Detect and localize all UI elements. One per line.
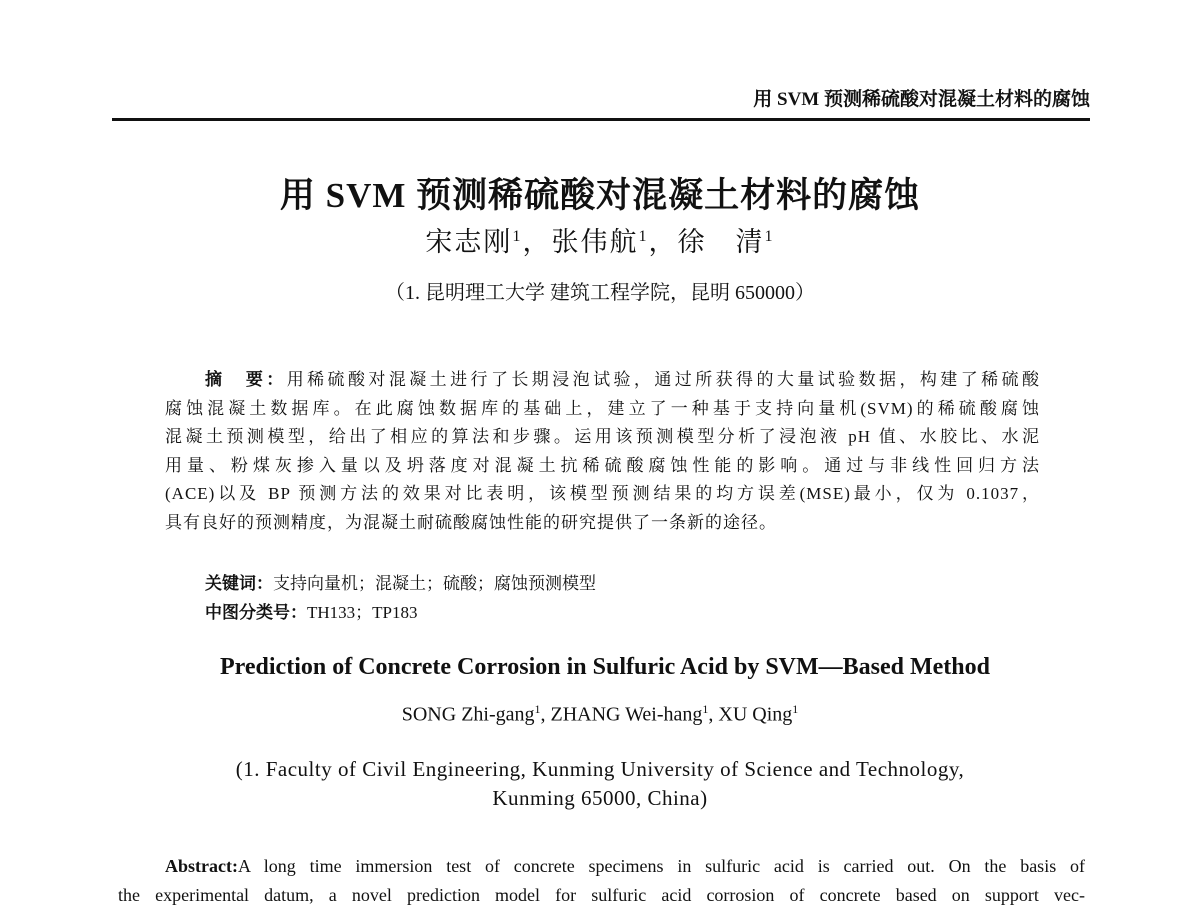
header-rule bbox=[112, 118, 1090, 121]
author-sup: 1 bbox=[702, 702, 709, 716]
author-cn: 宋志刚 bbox=[425, 227, 513, 257]
affiliation-en-line: (1. Faculty of Civil Engineering, Kunming University of Science and Technology, bbox=[235, 757, 965, 781]
abstract-cn-label: 摘 要： bbox=[205, 370, 287, 389]
sep: , bbox=[708, 703, 719, 726]
running-header: 用 SVM 预测稀硫酸对混凝土材料的腐蚀 bbox=[753, 89, 1090, 110]
keywords-value: 支持向量机；混凝土；硫酸；腐蚀预测模型 bbox=[273, 574, 596, 593]
author-sup: 1 bbox=[512, 227, 523, 245]
clc-label: 中图分类号： bbox=[205, 603, 307, 622]
author-en: ZHANG Wei-hang bbox=[550, 703, 703, 726]
author-cn: 张伟航 bbox=[551, 227, 639, 257]
title-cn: 用 SVM 预测稀硫酸对混凝土材料的腐蚀 bbox=[279, 176, 921, 215]
affiliation-cn: （1. 昆明理工大学 建筑工程学院，昆明 650000） bbox=[385, 282, 815, 304]
author-en: SONG Zhi-gang bbox=[401, 703, 535, 726]
author-en: XU Qing bbox=[718, 703, 793, 726]
abstract-cn-line: (ACE)以及 BP 预测方法的效果对比表明，该模型预测结果的均方误差(MSE)最小，仅为 0.1037， bbox=[165, 484, 1040, 503]
author-cn: 徐 清 bbox=[677, 227, 765, 257]
abstract-en-line bbox=[165, 855, 1085, 877]
keywords-cn bbox=[205, 569, 596, 594]
sep: ， bbox=[522, 227, 552, 257]
sep: , bbox=[540, 703, 551, 726]
abstract-cn-text: 用稀硫酸对混凝土进行了长期浸泡试验，通过所获得的大量试验数据，构建了稀硫酸 bbox=[286, 370, 1041, 389]
abstract-cn-line: 混凝土预测模型，给出了相应的算法和步骤。运用该预测模型分析了浸泡液 pH 值、水胶比、水泥 bbox=[165, 427, 1040, 446]
author-sup: 1 bbox=[534, 702, 541, 716]
authors-cn bbox=[0, 220, 1200, 259]
abstract-cn-line bbox=[205, 369, 1040, 391]
sep: ， bbox=[648, 227, 678, 257]
abstract-en-text: A long time immersion test of concrete specimens in sulfuric acid is carried out. On the basis of bbox=[237, 856, 1085, 876]
author-sup: 1 bbox=[792, 702, 799, 716]
abstract-cn-line: 具有良好的预测精度，为混凝土耐硫酸腐蚀性能的研究提供了一条新的途径。 bbox=[165, 513, 777, 532]
authors-en bbox=[0, 702, 1200, 727]
author-sup: 1 bbox=[638, 227, 649, 245]
title-en: Prediction of Concrete Corrosion in Sulfuric Acid by SVM—Based Method bbox=[220, 654, 990, 680]
author-sup: 1 bbox=[764, 227, 775, 245]
abstract-en-line: the experimental datum, a novel prediction model for sulfuric acid corrosion of concrete based on support vec- bbox=[118, 885, 1085, 905]
keywords-label: 关键词： bbox=[205, 574, 273, 593]
abstract-en-label: Abstract: bbox=[165, 856, 238, 876]
clc-cn bbox=[205, 598, 418, 623]
abstract-cn-line: 腐蚀混凝土数据库。在此腐蚀数据库的基础上，建立了一种基于支持向量机(SVM)的稀硫酸腐蚀 bbox=[165, 399, 1040, 418]
clc-value: TH133；TP183 bbox=[307, 603, 418, 622]
abstract-cn-line: 用量、粉煤灰掺入量以及坍落度对混凝土抗稀硫酸腐蚀性能的影响。通过与非线性回归方法 bbox=[165, 456, 1040, 475]
affiliation-en-line: Kunming 65000, China) bbox=[492, 786, 708, 810]
